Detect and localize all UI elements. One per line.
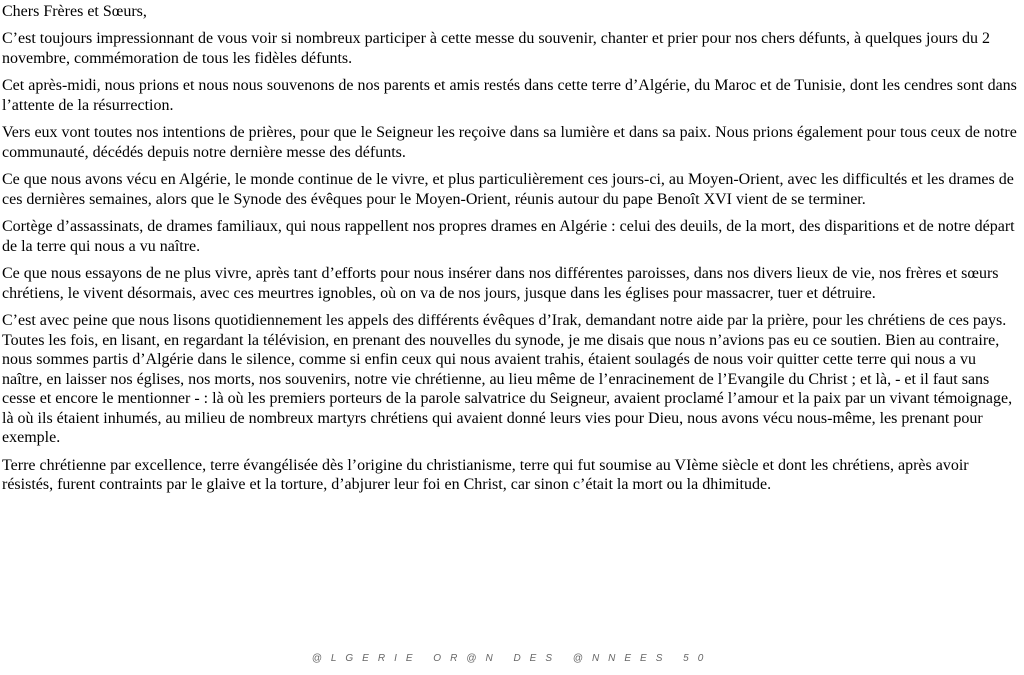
letter-paragraph: Ce que nous essayons de ne plus vivre, après tant d’efforts pour nous insérer dans nos différentes paroisses, dans nos divers lieux de vie, nos frères et sœurs chrétiens, le vivent désormais, avec ces meurtres ignobles, où on va de nos jours, jusque dans les églises pour massacrer, tuer et détruire. bbox=[2, 265, 999, 302]
letter-paragraph: C’est toujours impressionnant de vous voir si nombreux participer à cette messe du souvenir, chanter et prier pour nos chers défunts, à quelques jours du 2 novembre, commémoration de tous les fidèles défunts. bbox=[2, 30, 991, 67]
letter-paragraph: Terre chrétienne par excellence, terre évangélisée dès l’origine du christianisme, terre qui fut soumise au VIème siècle et dont les chrétiens, après avoir résistés, furent contraints par le glaive et la torture, d’abjurer leur foi en Christ, car sinon c’était la mort ou la dhimitude. bbox=[2, 456, 969, 493]
letter-greeting: Chers Frères et Sœurs, bbox=[2, 3, 147, 20]
letter-body bbox=[2, 2, 1020, 503]
letter-paragraph: Cortège d’assassinats, de drames familiaux, qui nous rappellent nos propres drames en Algérie : celui des deuils, de la mort, des disparitions et de notre départ de la terre qui nous a vu naître. bbox=[2, 218, 1015, 255]
letter-paragraph: Vers eux vont toutes nos intentions de prières, pour que le Seigneur les reçoive dans sa lumière et dans sa paix. Nous prions également pour tous ceux de notre communauté, décédés depuis notre dernière messe des défunts. bbox=[2, 124, 1017, 161]
letter-paragraph: Cet après-midi, nous prions et nous nous souvenons de nos parents et amis restés dans cette terre d’Algérie, du Maroc et de Tunisie, dont les cendres sont dans l’attente de la résurrection. bbox=[2, 77, 1017, 114]
letter-paragraph: Ce que nous avons vécu en Algérie, le monde continue de le vivre, et plus particulièrement ces jours-ci, au Moyen-Orient, avec les difficultés et les drames de ces dernières semaines, alors que le Synode des évêques pour le Moyen-Orient, réunis autour du pape Benoît XVI vient de se terminer. bbox=[2, 171, 1014, 208]
letter-paragraph: C’est avec peine que nous lisons quotidiennement les appels des différents évêques d’Irak, demandant notre aide par la prière, pour les chrétiens de ces pays. Toutes les fois, en lisant, en regardant la télévision, en prenant des nouvelles du synode, je me disais que nous n’avions pas eu ce soutien. Bien au contraire, nous sommes partis d’Algérie dans le silence, comme si enfin ceux qui nous avaient trahis, étaient soulagés de nous voir quitter cette terre qui nous a vu naître, en laisser nos églises, nos morts, nos souvenirs, notre vie chrétienne, au lieu même de l’enracinement de l’Evangile du Christ ; et là, - et il faut sans cesse et encore le mentionner - : là où les premiers porteurs de la parole salvatrice du Seigneur, avaient proclamé l’amour et la paix par un vivant témoignage, là où ils étaient inhumés, au milieu de nombreux martyrs chrétiens qui avaient donné leurs vies pour Dieu, nous avons vécu nous-même, les prenant pour exemple. bbox=[2, 312, 1013, 446]
site-footer-signature: @LGERIE OR@N DES @NNEES 50 bbox=[311, 653, 713, 664]
